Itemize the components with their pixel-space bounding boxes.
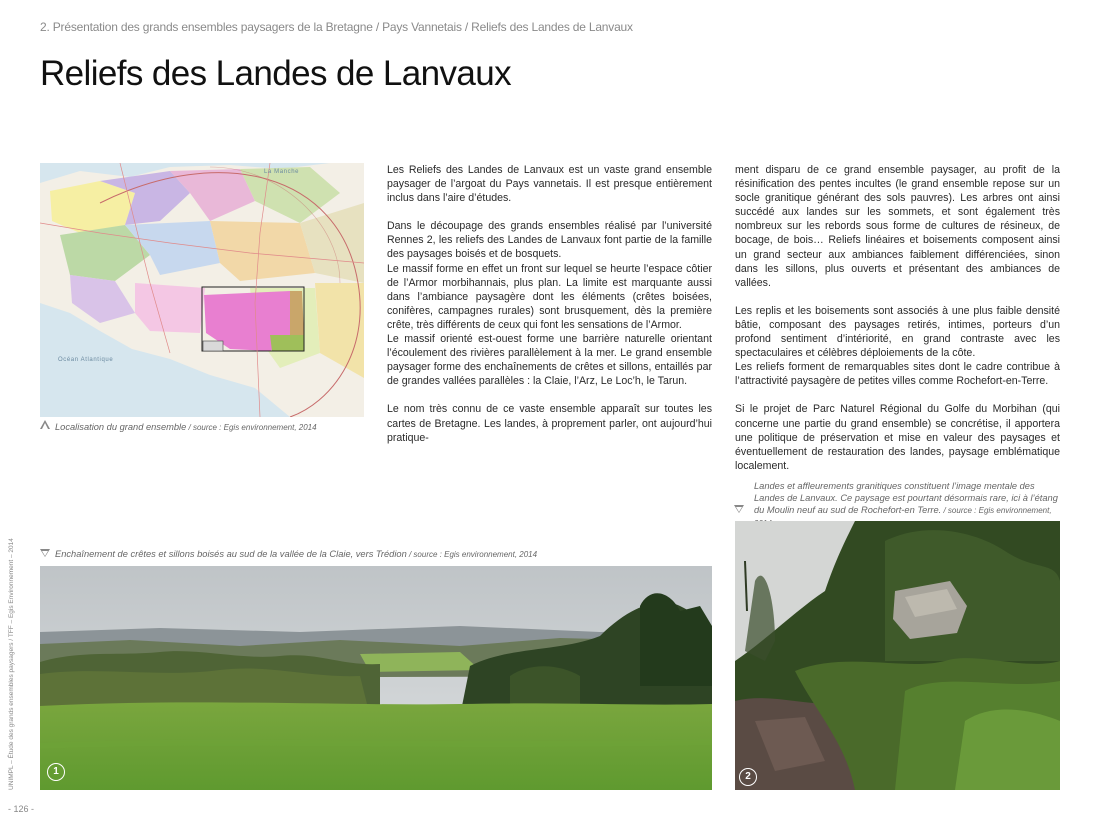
paragraph: Les reliefs forment de remarquables sites dont le cadre contribue à l’attractivité paysagère de petites villes comme Rochefort-en-Terre. [735,361,1060,388]
photo2-caption-text: Landes et affleurements granitiques constituent l’image mentale des Landes de Lanvaux. Ce paysage est pourtant désormais rare, ici à l’étang du Moulin neuf au sud de Rochefort-en Terre. [754,481,1058,515]
paragraph: Les replis et les boisements sont associés à une plus faible densité bâtie, composant des paysages retirés, intimes, porteurs d’un profond sentiment d’intériorité, en grand contraste avec les spectaculaires et célèbres déploiements de la côte. [735,304,1060,360]
text-column-1 [387,163,712,445]
paragraph: Le nom très connu de ce vaste ensemble apparaît sur toutes les cartes de Bretagne. Les landes, à proprement parler, ont aujourd’hui pratique- [387,403,712,444]
outcrop-photo-2 [735,521,1060,790]
paragraph: Le massif orienté est-ouest forme une barrière naturelle orientant l’écoulement des rivières parallèlement à la mer. Le grand ensemble paysager forme des enchaînements de crêtes et sillons, entaillés par de grandes vallées parallèles : la Claie, l’Arz, Le Loc’h, le Tarun. [387,333,712,388]
paragraph: ment disparu de ce grand ensemble paysager, au profit de la résinification des pentes incultes (le grand ensemble repose sur un socle granitique générant des sols pauvres). Les arbres ont ainsi succédé aux landes sur les sommets, et sont également très nombreux sur les rebords sous forme de cultures de résineux, de bocage, de bois… Reliefs linéaires et boisements composent ainsi un grand secteur aux ambiances faiblement différenciées, sinon dans les sillons, plus ouverts et présentant des ambiances de vallées. [735,164,1060,289]
paragraph: Si le projet de Parc Naturel Régional du Golfe du Morbihan (qui concerne une partie du grand ensemble) se concrétise, il apportera une politique de préservation et mise en valeur des paysages et éventuellement de restauration des landes, paysage emblématique localement. [735,403,1060,472]
caption-triangle-inner [42,423,48,429]
caption-triangle-inner [736,507,742,512]
paragraph: Dans le découpage des grands ensembles réalisé par l’université Rennes 2, les reliefs des Landes de Lanvaux font partie de la famille des paysages boisés et de bosquets. [387,220,712,261]
photo1-caption-text: Enchaînement de crêtes et sillons boisés au sud de la vallée de la Claie, vers Trédion [55,549,407,559]
photo-number-badge: 1 [47,763,65,781]
landscape-photo-graphic [40,566,712,790]
page-number: - 126 - [8,804,35,814]
map-caption-text: Localisation du grand ensemble [55,422,187,432]
photo1-caption-source: / source : Egis environnement, 2014 [406,550,538,559]
map-label-ocean: Océan Atlantique [58,357,114,363]
breadcrumb: 2. Présentation des grands ensembles paysagers de la Bretagne / Pays Vannetais / Reliefs des Landes de Lanvaux [40,20,633,34]
page-title: Reliefs des Landes de Lanvaux [40,54,511,93]
outcrop-photo-graphic [735,521,1060,790]
map-caption-source: / source : Egis environnement, 2014 [186,423,317,432]
landscape-photo-1 [40,566,712,790]
photo2-caption-source: / source : Egis environnement, [943,506,1052,515]
side-credit: UNIMPL – Étude des grands ensembles paysagers / TFF – Egis Environnement – 2014 [8,538,15,790]
map-graphic [40,163,364,417]
paragraph: Le massif forme en effet un front sur lequel se heurte l’espace côtier de l’Armor morbihannais, plus plan. La limite est marquante aussi dans l’ambiance paysagère dont les éléments (crêtes boisées, conifères, campagnes rurales) sont brusquement, dès la première crête, très différents de ceux qui font les sensations de l’Armor. [387,262,712,331]
map-caption [55,421,355,434]
caption-triangle-inner [42,551,48,556]
location-map [40,163,364,417]
photo-number-badge: 2 [739,768,757,786]
paragraph: Les Reliefs des Landes de Lanvaux est un vaste grand ensemble paysager de l’argoat du Pays vannetais. Il est presque entièrement inclus dans l’aire d’études. [387,164,712,205]
map-label-manche: La Manche [264,169,300,175]
text-column-2 [735,163,1060,473]
photo1-caption [55,548,715,561]
